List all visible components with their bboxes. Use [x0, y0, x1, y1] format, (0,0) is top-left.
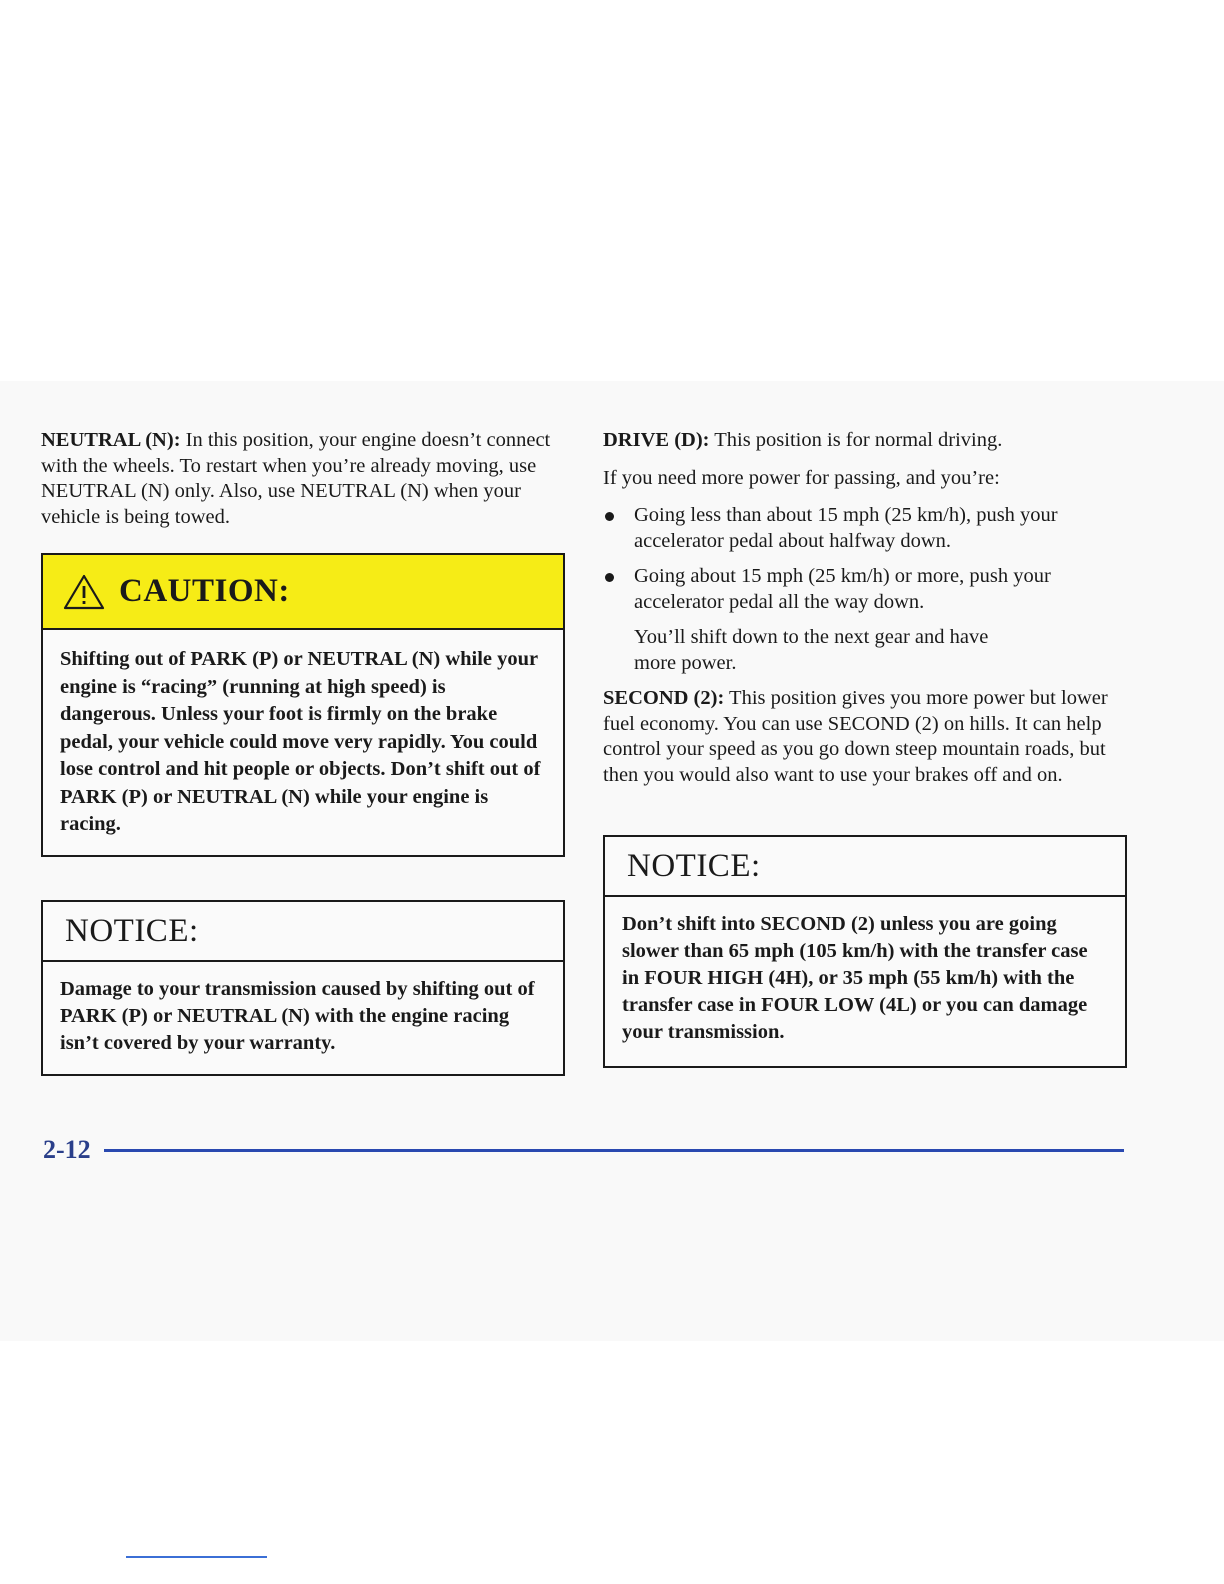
list-item [603, 503, 1127, 554]
neutral-text: In this position, your engine doesn’t connect with the wheels. To restart when you’re already moving, use NEUTRAL (N) only. Also, use NEUTRAL (N) when your vehicle is being towed. [41, 429, 551, 528]
second-label: SECOND (2): [603, 687, 725, 709]
bullet-icon [605, 512, 614, 521]
neutral-label: NEUTRAL (N): [41, 429, 181, 451]
page-number: 2-12 [43, 1135, 91, 1164]
drive-text: This position is for normal driving. [709, 429, 1003, 451]
footer-rule [104, 1149, 1124, 1152]
right-column [603, 428, 1127, 788]
second-paragraph [603, 686, 1127, 788]
caution-header [43, 555, 563, 630]
warning-triangle-icon [63, 574, 105, 610]
passing-bullet-list [603, 503, 1127, 615]
notice-box-left [41, 900, 565, 1076]
notice-title-right: NOTICE: [605, 837, 1125, 897]
notice-body-left: Damage to your transmission caused by shifting out of PARK (P) or NEUTRAL (N) with the engine racing isn’t covered by your warranty. [60, 978, 535, 1054]
caution-body: Shifting out of PARK (P) or NEUTRAL (N) while your engine is “racing” (running at high speed) is dangerous. Unless your foot is firmly on the brake pedal, your vehicle could move very rapidly. You could lose control and hit people or objects. Don’t shift out of PARK (P) or NEUTRAL (N) while your engine is racing. [60, 648, 541, 835]
list-item [603, 564, 1127, 615]
left-column [41, 428, 565, 530]
caution-title: CAUTION: [119, 573, 290, 609]
shift-down-note: You’ll shift down to the next gear and have more power. [634, 626, 989, 674]
bottom-divider [126, 1556, 267, 1558]
caution-box [41, 553, 565, 857]
notice-box-right [603, 835, 1127, 1068]
notice-title-left: NOTICE: [43, 902, 563, 962]
passing-intro: If you need more power for passing, and you’re: [603, 466, 1000, 489]
drive-paragraph [603, 428, 1127, 454]
drive-label: DRIVE (D): [603, 429, 710, 451]
bullet-text: Going less than about 15 mph (25 km/h), push your accelerator pedal about halfway down. [634, 504, 1058, 552]
bullet-icon [605, 573, 614, 582]
bullet-text: Going about 15 mph (25 km/h) or more, push your accelerator pedal all the way down. [634, 565, 1051, 613]
neutral-paragraph [41, 428, 565, 530]
second-text: This position gives you more power but lower fuel economy. You can use SECOND (2) on hills. It can help control your speed as you go down steep mountain roads, but then you would also want to use your brakes off and on. [603, 687, 1108, 786]
notice-body-right: Don’t shift into SECOND (2) unless you are going slower than 65 mph (105 km/h) with the transfer case in FOUR HIGH (4H), or 35 mph (55 km/h) with the transfer case in FOUR LOW (4L) or you can damage your transmission. [622, 913, 1088, 1043]
